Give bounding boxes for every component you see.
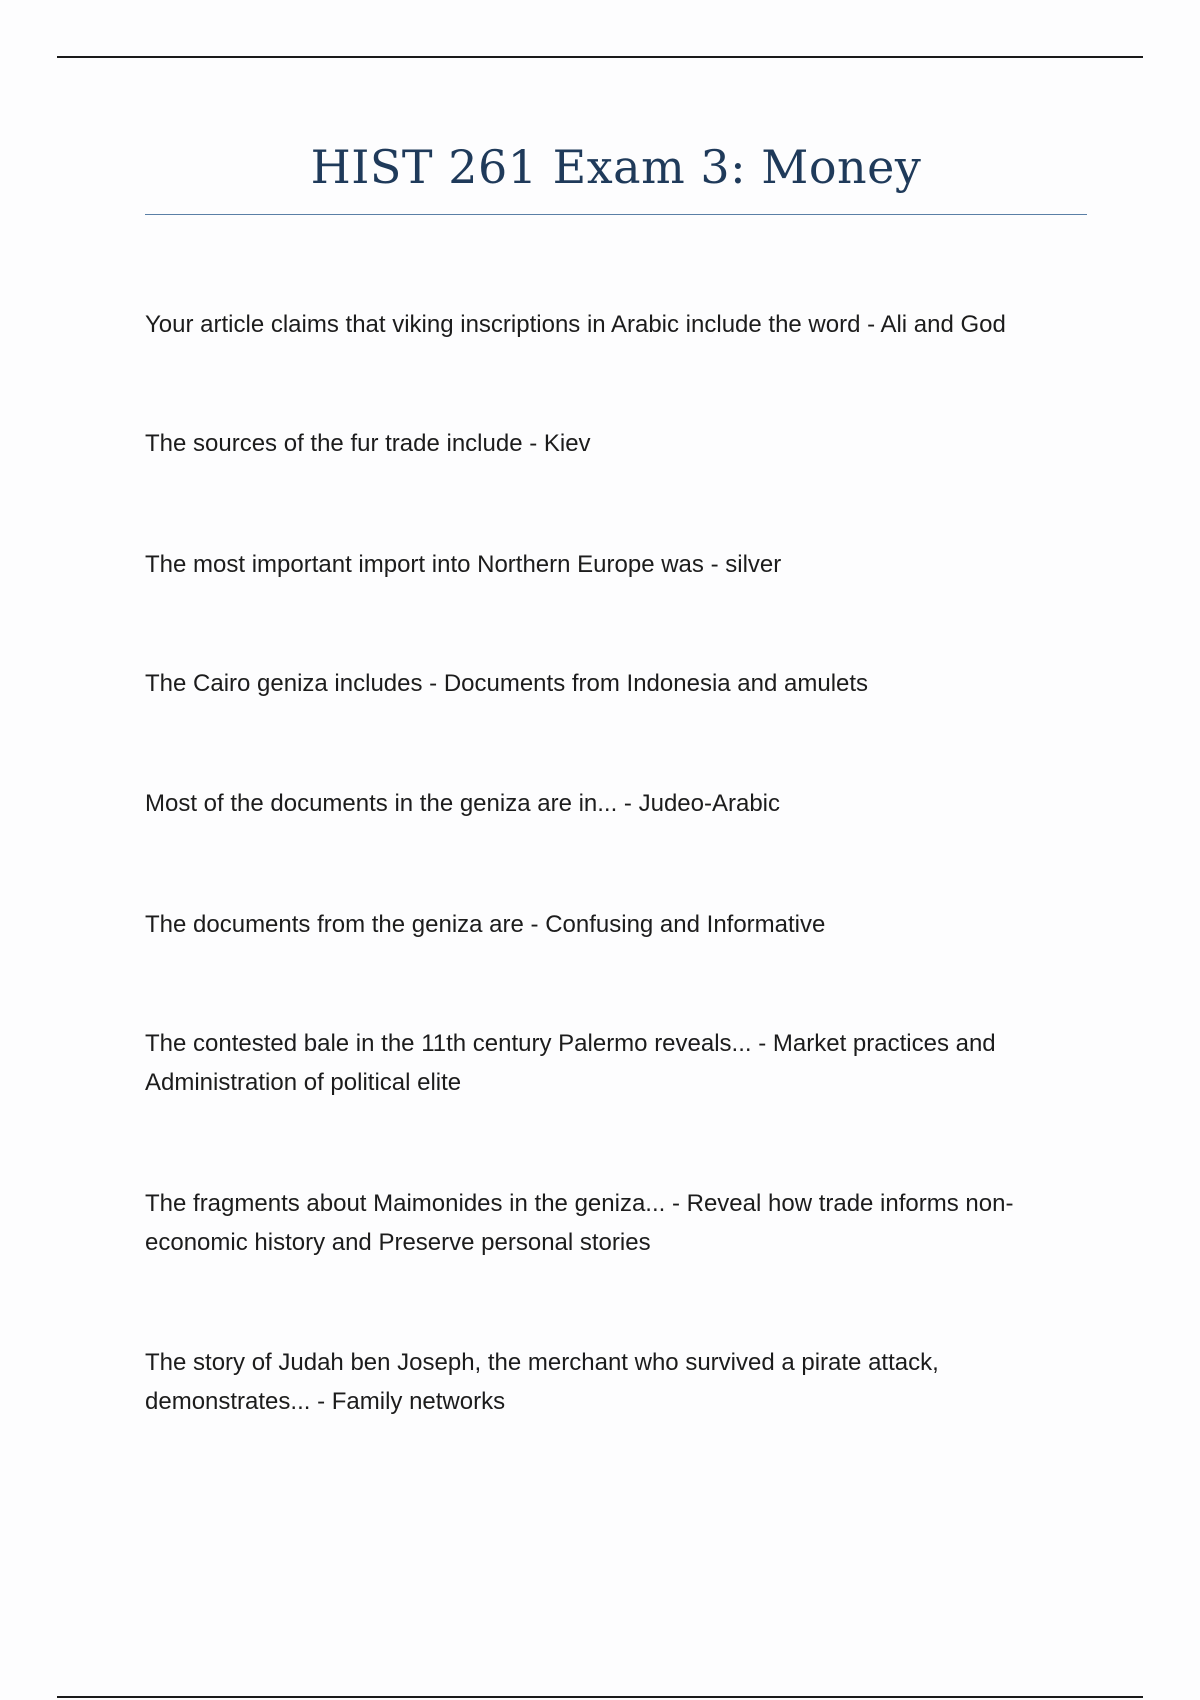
question-item: The fragments about Maimonides in the geniza... - Reveal how trade informs non-economic history and Preserve personal stories [145, 1190, 1014, 1256]
question-item: The most important import into Northern Europe was - silver [145, 551, 782, 578]
bottom-rule [57, 1696, 1143, 1698]
question-item: The sources of the fur trade include - Kiev [145, 430, 591, 457]
question-item: The documents from the geniza are - Confusing and Informative [145, 911, 826, 938]
question-item: The story of Judah ben Joseph, the merchant who survived a pirate attack, demonstrates... - Family networks [145, 1349, 939, 1415]
question-item: Your article claims that viking inscriptions in Arabic include the word - Ali and God [145, 311, 1006, 338]
question-item: The contested bale in the 11th century Palermo reveals... - Market practices and Administration of political elite [145, 1030, 996, 1096]
question-item: The Cairo geniza includes - Documents from Indonesia and amulets [145, 670, 869, 697]
top-rule [57, 56, 1143, 58]
title-underline [145, 214, 1087, 215]
document-title: HIST 261 Exam 3: Money [310, 140, 922, 194]
question-item: Most of the documents in the geniza are in... - Judeo-Arabic [145, 790, 781, 817]
